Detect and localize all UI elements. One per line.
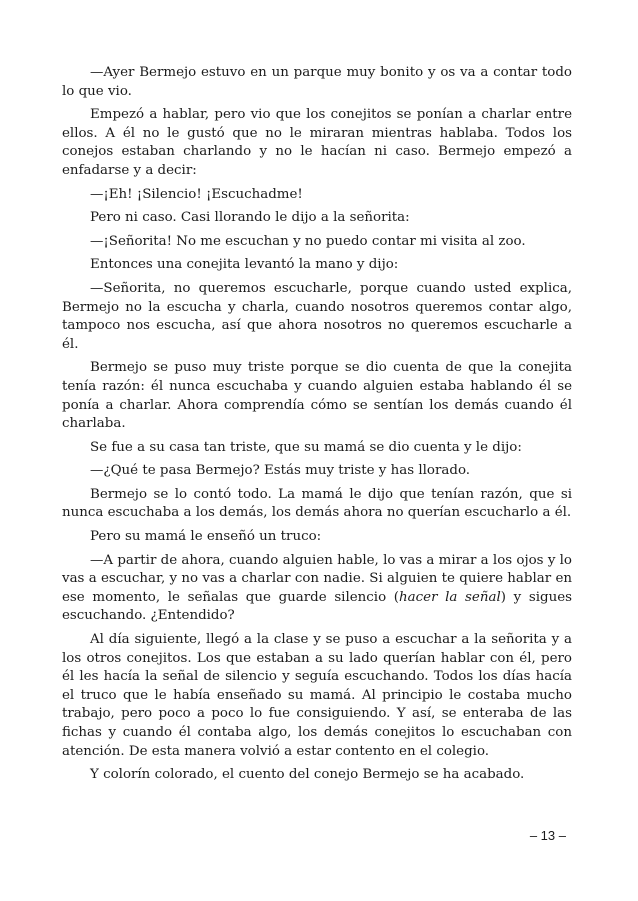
paragraph: —¡Señorita! No me escuchan y no puedo contar mi visita al zoo. <box>90 233 526 249</box>
page-body <box>62 64 572 790</box>
paragraph: Bermejo se puso muy triste porque se dio cuenta de que la conejita tenía razón: él nunca escuchaba y cuando alguien estaba hablando él se ponía a charlar. Ahora comprendía cómo se sentían los demás cuando él charlaba. <box>62 360 572 432</box>
paragraph-trick <box>62 552 572 626</box>
paragraph: —Ayer Bermejo estuvo en un parque muy bonito y os va a contar todo lo que vio. <box>62 65 572 99</box>
paragraph: Entonces una conejita levantó la mano y dijo: <box>90 257 399 273</box>
paragraph-trick-after: ) y sigues escuchando. ¿Entendido? <box>62 589 572 624</box>
paragraph: Bermejo se lo contó todo. La mamá le dijo que tenían razón, que si nunca escuchaba a los demás, los demás ahora no querían escucharlo a él. <box>62 486 572 521</box>
paragraph: —Señorita, no queremos escucharle, porque cuando usted explica, Bermejo no la escucha y charla, cuando nosotros queremos contar algo, tampoco nos escucha, así que ahora nosotros no queremos escucharle a él. <box>62 280 572 352</box>
paragraph: Al día siguiente, llegó a la clase y se puso a escuchar a la señorita y a los otros conejitos. Los que estaban a su lado querían hablar con él, pero él les hacía la señal de silencio y seguía escuchando. Todos los días hacía el truco que le había enseñado su mamá. Al principio le costaba mucho trabajo, pero poco a poco lo fue consiguiendo. Y así, se enteraba de las fichas y cuando él contaba algo, los demás conejitos lo escuchaban con atención. De esta manera volvió a estar contento en el colegio. <box>62 632 572 759</box>
paragraph: Y colorín colorado, el cuento del conejo Bermejo se ha acabado. <box>90 767 525 783</box>
paragraph: Pero su mamá le enseñó un truco: <box>90 529 322 545</box>
emphasis-text: hacer la señal <box>399 589 501 605</box>
paragraph: Empezó a hablar, pero vio que los conejitos se ponían a charlar entre ellos. A él no le gustó que no le miraran mientras hablaba. Todos los conejos estaban charlando y no le hacían ni caso. Bermejo empezó a enfadarse y a decir: <box>62 107 572 178</box>
paragraph: Pero ni caso. Casi llorando le dijo a la señorita: <box>90 210 410 226</box>
page-number: – 13 – <box>529 828 566 843</box>
paragraph-trick-before: —A partir de ahora, cuando alguien hable, lo vas a mirar a los ojos y lo vas a escuchar, y no vas a charlar con nadie. Si alguien te quiere hablar en ese momento, le señalas que guarde silencio ( <box>62 552 572 605</box>
paragraph: Se fue a su casa tan triste, que su mamá se dio cuenta y le dijo: <box>90 439 522 455</box>
paragraph: —¡Eh! ¡Silencio! ¡Escuchadme! <box>90 186 303 202</box>
paragraph: —¿Qué te pasa Bermejo? Estás muy triste y has llorado. <box>90 463 471 479</box>
